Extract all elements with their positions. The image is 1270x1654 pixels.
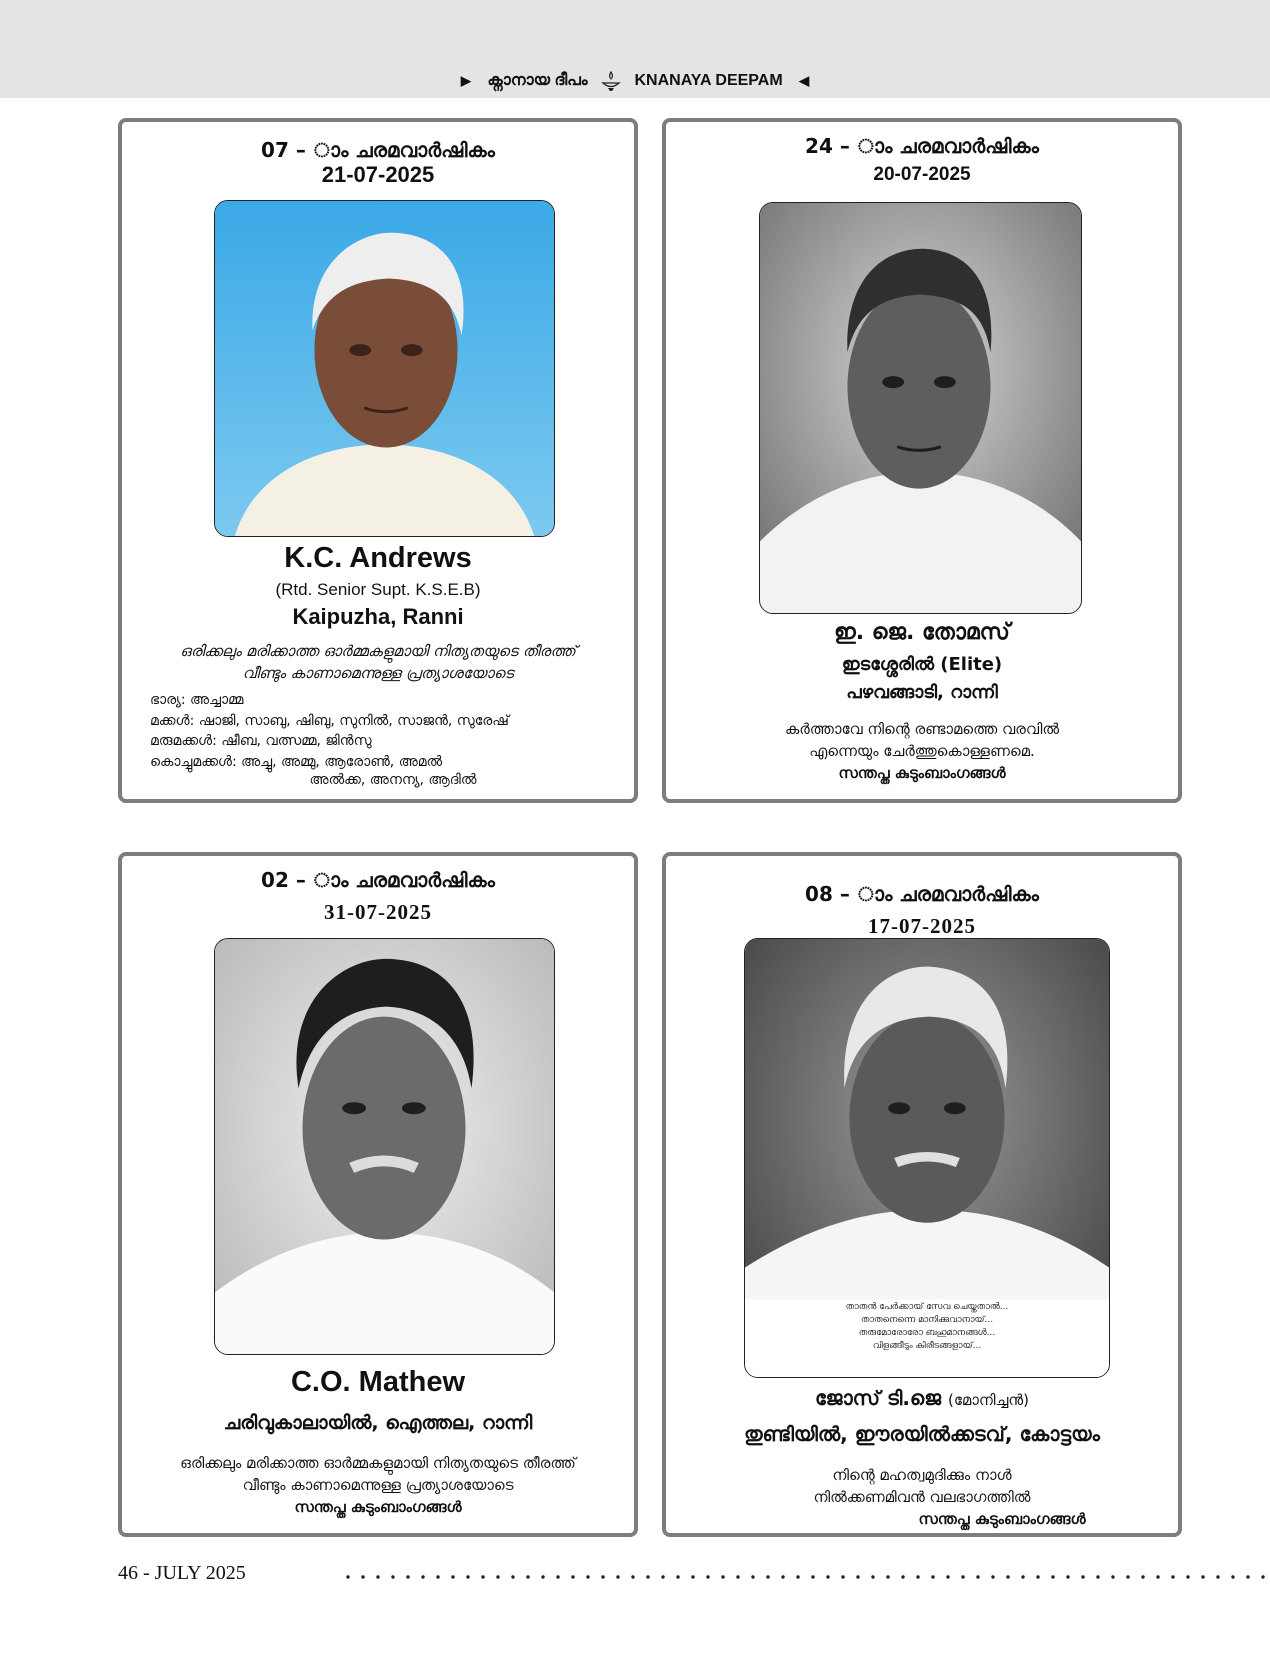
person-place: ചരിവുകാലായിൽ, ഐത്തല, റാന്നി — [223, 1412, 533, 1434]
header-title-english: KNANAYA DEEPAM — [634, 72, 783, 89]
family-signature: സന്തപ്ത കുടുംബാംഗങ്ങൾ — [294, 1498, 462, 1516]
oil-lamp-icon — [600, 70, 622, 92]
dotted-rule — [345, 1574, 1270, 1580]
obituary-card-kc-andrews — [118, 118, 638, 803]
family-signature: സന്തപ്ത കുടുംബാംഗങ്ങൾ — [918, 1510, 1086, 1528]
family-grandchildren: കൊച്ചുമക്കൾ: അച്ചു, അമ്മു, ആരോൺ, അമൽ — [150, 753, 443, 770]
obituary-card-jose-tj — [662, 852, 1182, 1537]
memorial-message-line: ഒരിക്കലും മരിക്കാത്ത ഓർമ്മകളുമായി നിത്യതയുടെ തീരത്ത് — [180, 1454, 576, 1472]
memorial-message-line: കർത്താവേ നിന്റെ രണ്ടാമത്തെ വരവിൽ — [784, 720, 1060, 738]
caption-line: താതൻ പേർക്കായ് സേവ ചെയ്തതാൽ... — [845, 1302, 1009, 1312]
obituary-card-ej-thomas — [662, 118, 1182, 803]
photo-caption-poem — [745, 1301, 1109, 1353]
person-place: Kaipuzha, Ranni — [292, 604, 464, 629]
memorial-message-line: ഒരിക്കലും മരിക്കാത്ത ഓർമ്മകളുമായി നിത്യതയുടെ തീരത്ത് — [180, 642, 576, 660]
anniversary-date: 17-07-2025 — [868, 914, 976, 938]
family-spouse: ഭാര്യ: അച്ചാമ്മ — [150, 692, 244, 708]
person-place: പഴവങ്ങാടി, റാന്നി — [846, 682, 998, 703]
memorial-message-line: വീണ്ടും കാണാമെന്നുള്ള പ്രത്യാശയോടെ — [242, 1476, 514, 1494]
caption-line: താതനെന്നെ മാനിക്കുവാനായ്... — [860, 1315, 994, 1325]
memorial-message-line: എന്നെയും ചേർത്തുകൊള്ളണമെ. — [809, 742, 1035, 760]
person-name-line — [666, 1386, 1178, 1410]
magazine-header — [0, 70, 1270, 92]
anniversary-date: 31-07-2025 — [324, 900, 432, 924]
person-place: തുണ്ടിയിൽ, ഈരയിൽക്കടവ്, കോട്ടയം — [744, 1422, 1100, 1446]
anniversary-label: 24 – ാം ചരമവാർഷികം — [805, 134, 1039, 158]
person-house-name: ഇടശ്ശേരിൽ (Elite) — [841, 654, 1003, 675]
header-title-malayalam: ക്നാനായ ദീപം — [487, 72, 588, 89]
memorial-message-line: നിൽക്കണമിവൻ വലഭാഗത്തിൽ — [813, 1488, 1031, 1506]
family-signature: സന്തപ്ത കുടുംബാംഗങ്ങൾ — [838, 764, 1006, 782]
family-in-laws: മരുമക്കൾ: ഷീബ, വത്സമ്മ, ജിൻസു — [150, 733, 372, 749]
person-name: ജോസ് ടി.ജെ — [814, 1386, 942, 1410]
family-grandchildren-continued: അൽക്ക, അനന്യ, ആദിൽ — [309, 772, 477, 788]
obituary-card-co-mathew — [118, 852, 638, 1537]
portrait-photo — [759, 202, 1082, 614]
person-name: ഇ. ജെ. തോമസ് — [834, 620, 1010, 645]
page-number-label: 46 - JULY 2025 — [118, 1562, 246, 1584]
portrait-photo — [744, 938, 1110, 1378]
person-nickname: (മോനിച്ചൻ) — [947, 1391, 1030, 1409]
person-name: C.O. Mathew — [290, 1366, 465, 1398]
anniversary-date: 20-07-2025 — [873, 164, 971, 185]
family-list — [150, 690, 509, 772]
anniversary-date: 21-07-2025 — [321, 162, 435, 187]
anniversary-label: 02 – ാം ചരമവാർഷികം — [261, 868, 495, 892]
anniversary-label: 08 – ാം ചരമവാർഷികം — [805, 882, 1039, 906]
triangle-left-icon: ◀ — [799, 73, 810, 88]
anniversary-label: 07 – ാം ചരമവാർഷികം — [261, 138, 495, 162]
portrait-photo — [214, 938, 555, 1355]
family-children: മക്കൾ: ഷാജി, സാബു, ഷിബു, സുനിൽ, സാജൻ, സുരേഷ് — [150, 712, 509, 729]
memorial-message-line: നിന്റെ മഹത്വമുദിക്കും നാൾ — [832, 1466, 1012, 1484]
memorial-message-line: വീണ്ടും കാണാമെന്നുള്ള പ്രത്യാശയോടെ — [242, 664, 514, 682]
portrait-photo — [214, 200, 555, 537]
person-designation: (Rtd. Senior Supt. K.S.E.B) — [275, 580, 481, 599]
triangle-right-icon: ▶ — [460, 73, 471, 88]
person-name: K.C. Andrews — [284, 542, 472, 574]
caption-line: വിളങ്ങീടും കിരീടങ്ങളായ്... — [872, 1341, 982, 1351]
caption-line: തരുമോരോരോ ബഹുമാനങ്ങൾ... — [858, 1328, 996, 1338]
